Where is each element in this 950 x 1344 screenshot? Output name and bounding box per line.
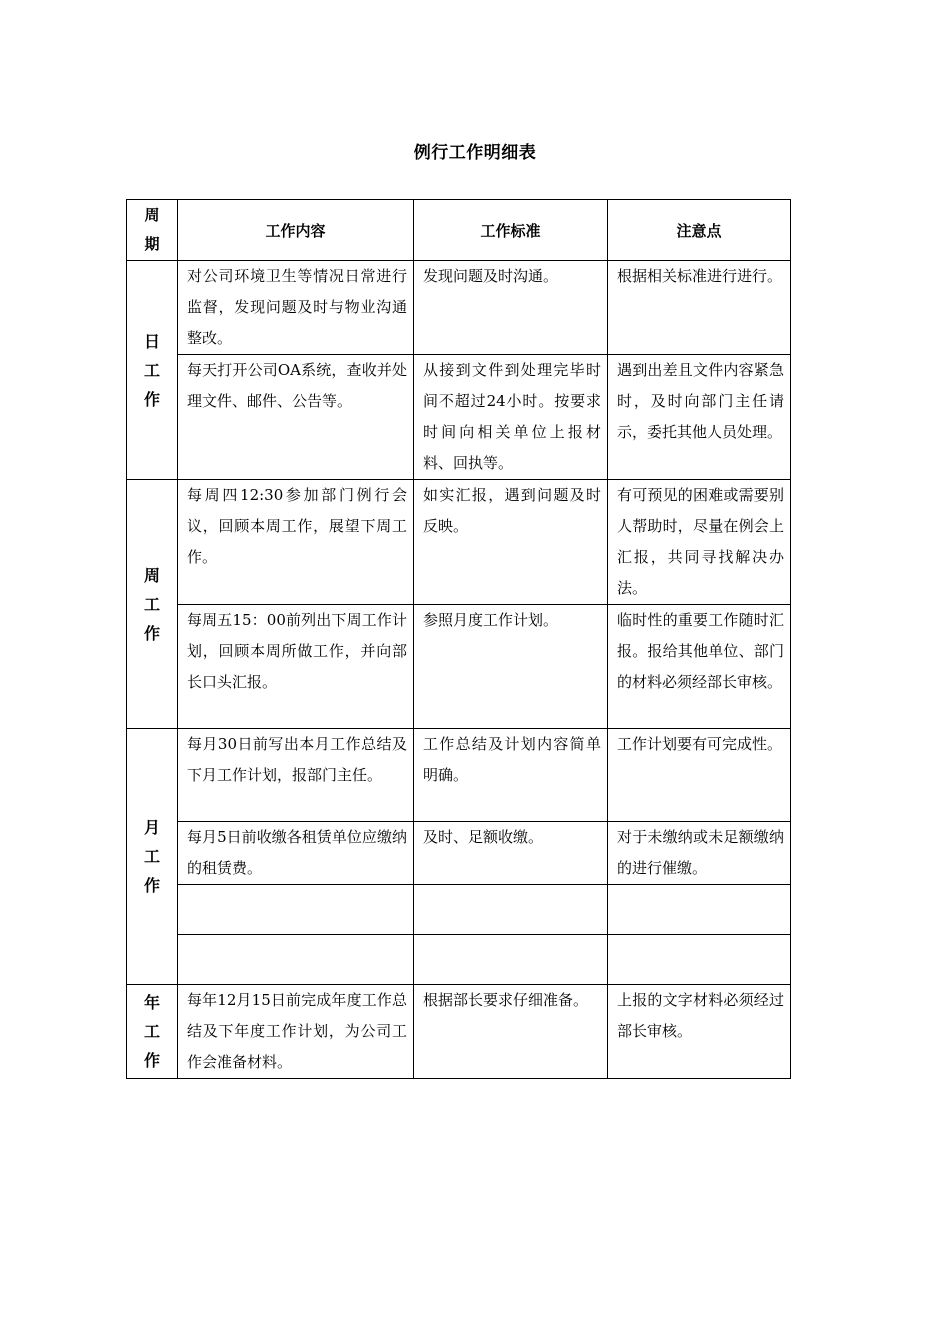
standard-cell (414, 885, 608, 935)
period-weekly: 周 工 作 (127, 480, 178, 729)
notes-cell: 遇到出差且文件内容紧急时，及时向部门主任请示，委托其他人员处理。 (608, 355, 791, 480)
standard-cell: 根据部长要求仔细准备。 (414, 985, 608, 1079)
content-cell: 对公司环境卫生等情况日常进行监督，发现问题及时与物业沟通整改。 (178, 261, 414, 355)
table-row (127, 480, 791, 605)
table-row (127, 261, 791, 355)
header-notes: 注意点 (608, 200, 791, 261)
notes-cell: 有可预见的困难或需要别人帮助时，尽量在例会上汇报，共同寻找解决办法。 (608, 480, 791, 605)
header-standard: 工作标准 (414, 200, 608, 261)
content-cell: 每年12月15日前完成年度工作总结及下年度工作计划，为公司工作会准备材料。 (178, 985, 414, 1079)
standard-cell: 参照月度工作计划。 (414, 605, 608, 729)
standard-cell: 发现问题及时沟通。 (414, 261, 608, 355)
table-row (127, 885, 791, 935)
table-row (127, 355, 791, 480)
table-row (127, 605, 791, 729)
content-cell: 每月5日前收缴各租赁单位应缴纳的租赁费。 (178, 822, 414, 885)
notes-cell (608, 935, 791, 985)
content-cell (178, 885, 414, 935)
standard-cell: 如实汇报，遇到问题及时反映。 (414, 480, 608, 605)
content-cell: 每月30日前写出本月工作总结及下月工作计划，报部门主任。 (178, 729, 414, 822)
content-cell: 每周五15：00前列出下周工作计划，回顾本周所做工作，并向部长口头汇报。 (178, 605, 414, 729)
notes-cell: 上报的文字材料必须经过部长审核。 (608, 985, 791, 1079)
table-header-row (127, 200, 791, 261)
routine-work-table (126, 199, 791, 1079)
header-period: 周 期 (127, 200, 178, 261)
period-monthly: 月 工 作 (127, 729, 178, 985)
notes-cell (608, 885, 791, 935)
standard-cell (414, 935, 608, 985)
notes-cell: 对于未缴纳或未足额缴纳的进行催缴。 (608, 822, 791, 885)
notes-cell: 工作计划要有可完成性。 (608, 729, 791, 822)
content-cell: 每天打开公司OA系统，查收并处理文件、邮件、公告等。 (178, 355, 414, 480)
header-content: 工作内容 (178, 200, 414, 261)
table-row (127, 935, 791, 985)
table-row (127, 822, 791, 885)
standard-cell: 工作总结及计划内容简单明确。 (414, 729, 608, 822)
standard-cell: 及时、足额收缴。 (414, 822, 608, 885)
content-cell: 每周四12:30参加部门例行会议，回顾本周工作，展望下周工作。 (178, 480, 414, 605)
table-row (127, 985, 791, 1079)
period-daily: 日 工 作 (127, 261, 178, 480)
period-yearly: 年 工 作 (127, 985, 178, 1079)
standard-cell: 从接到文件到处理完毕时间不超过24小时。按要求时间向相关单位上报材料、回执等。 (414, 355, 608, 480)
notes-cell: 临时性的重要工作随时汇报。报给其他单位、部门的材料必须经部长审核。 (608, 605, 791, 729)
content-cell (178, 935, 414, 985)
table-row (127, 729, 791, 822)
notes-cell: 根据相关标准进行进行。 (608, 261, 791, 355)
page-title: 例行工作明细表 (413, 143, 537, 163)
